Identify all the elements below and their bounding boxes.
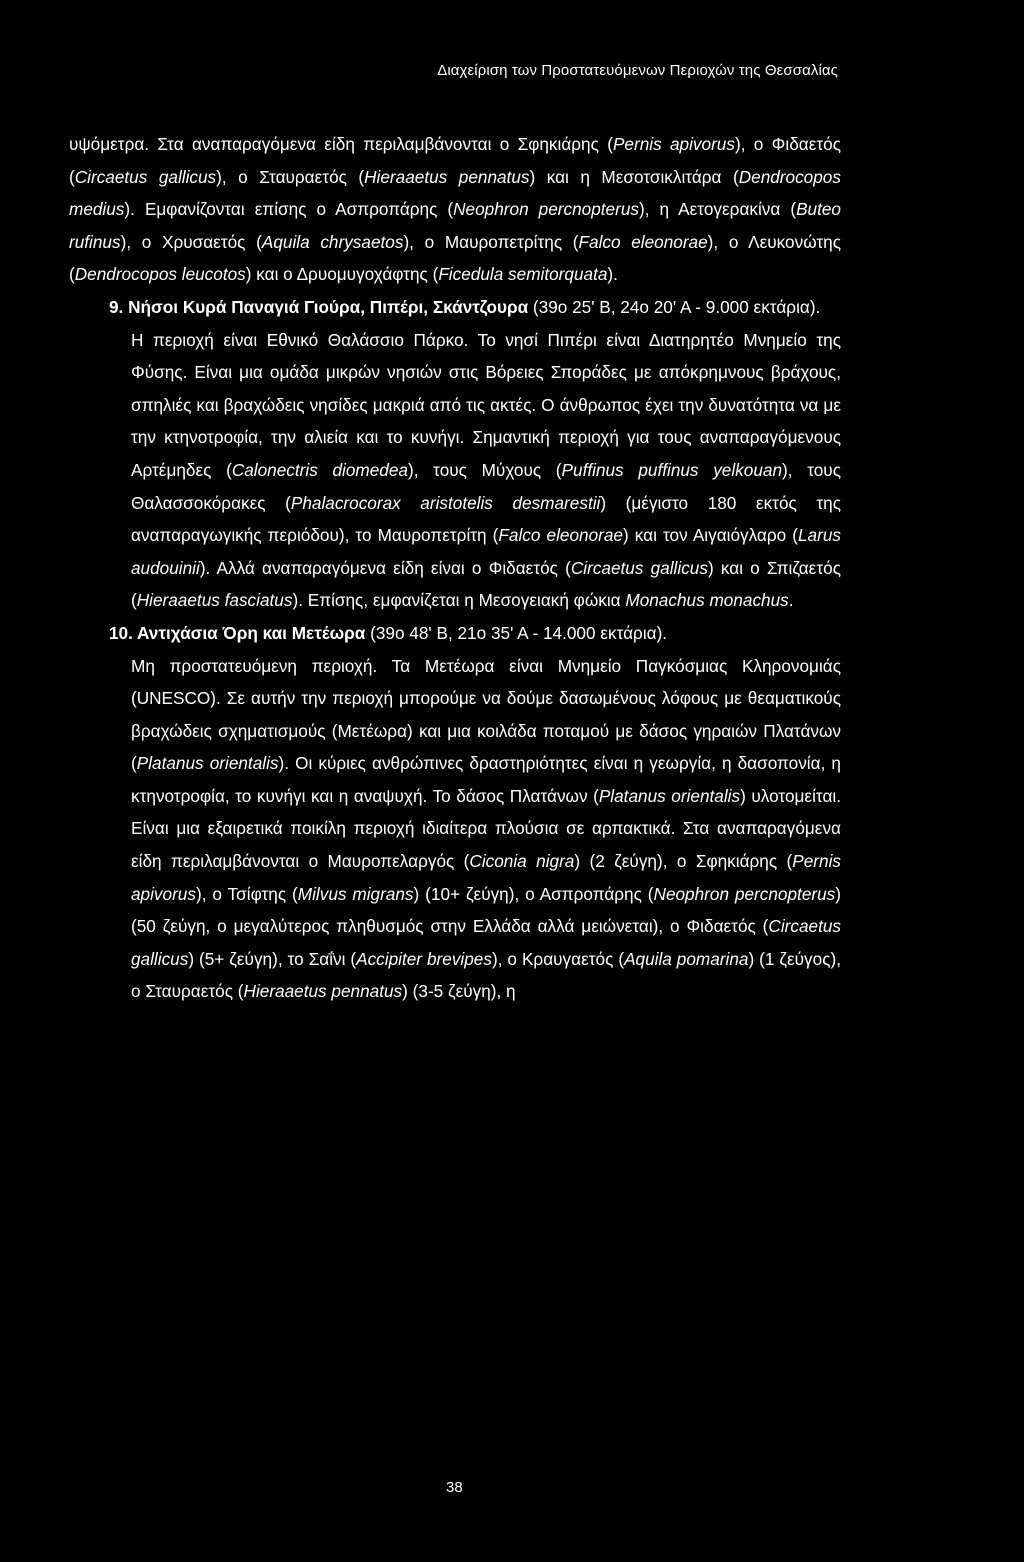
- species-name: Aquila chrysaetos: [261, 231, 404, 252]
- species-name: Hieraaetus fasciatus: [136, 590, 293, 611]
- species-name: Dendrocopos medius: [69, 166, 841, 220]
- species-name: Ficedula semitorquata: [438, 264, 608, 285]
- text-run: ) (3-5 ζεύγη), η: [402, 981, 516, 1002]
- text-run: .: [788, 590, 794, 611]
- section-10-heading: [69, 617, 841, 650]
- text-run: ) (50 ζεύγη, ο μεγαλύτερος πληθυσμός στην Ελλάδα αλλά μειώνεται), ο Φιδαετός (: [131, 883, 841, 937]
- text-run: ) και τον Αιγαιόγλαρο (: [622, 525, 798, 546]
- text-run: ) (μέγιστο 180 εκτός της αναπαραγωγικής περιόδου), το Μαυροπετρίτη (: [131, 492, 842, 546]
- section-title: 10. Αντιχάσια Όρη και Μετέωρα: [109, 622, 366, 643]
- text-run: ), ο Κραυγαετός (: [491, 948, 625, 969]
- running-header: Διαχείριση των Προστατευόμενων Περιοχών της Θεσσαλίας: [437, 62, 838, 79]
- species-name: Dendrocopos leucotos: [74, 264, 246, 285]
- section-10-body: [69, 650, 841, 1009]
- section-title: 9. Νήσοι Κυρά Παναγιά Γιούρα, Πιπέρι, Σκάντζουρα: [109, 296, 529, 317]
- species-name: Hieraaetus pennatus: [243, 981, 403, 1002]
- species-name: Falco eleonorae: [578, 231, 708, 252]
- text-run: (39ο 25' Β, 24ο 20' Α - 9.000 εκτάρια).: [528, 296, 821, 317]
- text-run: ) και η Μεσοτσικλιτάρα (: [529, 166, 739, 187]
- text-run: ), τους Μύχους (: [407, 459, 562, 480]
- text-run: υψόμετρα. Στα αναπαραγόμενα είδη περιλαμβάνονται ο Σφηκιάρης (: [69, 134, 613, 154]
- text-run: ). Επίσης, εμφανίζεται η Μεσογειακή φώκια: [292, 590, 626, 611]
- text-run: ), ο Τσίφτης (: [195, 883, 298, 904]
- species-name: Platanus orientalis: [598, 785, 741, 806]
- text-run: ) και ο Σπιζαετός (: [131, 557, 841, 611]
- species-name: Neophron percnopterus: [653, 883, 836, 904]
- species-name: Circaetus gallicus: [74, 166, 217, 187]
- body-text: [69, 128, 841, 1008]
- text-run: Μη προστατευόμενη περιοχή. Τα Μετέωρα είναι Μνημείο Παγκόσμιας Κληρονομιάς (UNESCO). Σε αυτήν την περιοχή μπορούμε να δούμε δασωμένους λόφους με θεαματικούς βραχώδεις σχηματισμούς (Μετέωρα) και μια κοιλάδα ποταμού με δάσος γηραιών Πλατάνων (: [131, 655, 841, 774]
- species-name: Buteo rufinus: [69, 199, 841, 252]
- species-name: Puffinus puffinus yelkouan: [561, 459, 783, 480]
- species-name: Larus audouinii: [131, 525, 841, 578]
- species-name: Circaetus gallicus: [131, 916, 841, 969]
- text-run: ). Οι κύριες ανθρώπινες δραστηριότητες είναι η γεωργία, η δασοπονία, η κτηνοτροφία, το κυνήγι και η αναψυχή. Το δάσος Πλατάνων (: [131, 753, 841, 806]
- text-run: ) (2 ζεύγη), ο Σφηκιάρης (: [574, 851, 793, 872]
- species-name: Ciconia nigra: [469, 851, 575, 872]
- section-9-body: [69, 324, 841, 617]
- species-name: Calonectris diomedea: [231, 459, 408, 480]
- species-name: Accipiter brevipes: [356, 948, 492, 969]
- text-run: ), ο Φιδαετός (: [69, 134, 842, 187]
- text-run: ), τους Θαλασσοκόρακες (: [131, 459, 841, 513]
- species-name: Circaetus gallicus: [570, 557, 708, 578]
- text-run: ). Αλλά αναπαραγόμενα είδη είναι ο Φιδαετός (: [199, 557, 571, 578]
- text-run: (39ο 48' Β, 21ο 35' Α - 14.000 εκτάρια).: [365, 622, 668, 643]
- species-name: Hieraaetus pennatus: [364, 166, 530, 187]
- text-run: Η περιοχή είναι Εθνικό Θαλάσσιο Πάρκο. Το νησί Πιπέρι είναι Διατηρητέο Μνημείο της Φύσης. Είναι μια ομάδα μικρών νησιών στις Βόρειες Σποράδες με απόκρημνους βράχους, σπηλιές και βραχώδεις νησίδες μακριά από τις ακτές. Ο άνθρωπος έχει την δυνατότητα να με την κτηνοτροφία, την αλιεία και το κυνήγι. Σημαντική περιοχή για τους αναπαραγόμενους Αρτέμηδες (: [131, 329, 841, 480]
- text-run: ), ο Λευκονώτης (: [69, 231, 842, 285]
- species-name: Neophron percnopterus: [453, 199, 639, 220]
- text-run: ), ο Σταυραετός (: [216, 166, 365, 187]
- species-name: Pernis apivorus: [131, 851, 841, 904]
- section-9-heading: [69, 291, 841, 324]
- text-run: ) (5+ ζεύγη), το Σαΐνι (: [188, 948, 357, 969]
- species-name: Milvus migrans: [297, 883, 414, 904]
- text-run: ) υλοτομείται. Είναι μια εξαιρετικά ποικίλη περιοχή ιδιαίτερα πλούσια σε αρπακτικά. Στα αναπαραγόμενα είδη περιλαμβάνονται ο Μαυροπελαργός (: [131, 785, 841, 872]
- text-run: ), ο Μαυροπετρίτης (: [403, 231, 579, 252]
- species-name: Platanus orientalis: [136, 753, 279, 774]
- text-run: ). Εμφανίζονται επίσης ο Ασπροπάρης (: [124, 199, 454, 220]
- text-run: ) και ο Δρυομυγοχάφτης (: [245, 264, 439, 285]
- text-run: ) (1 ζεύγος), ο Σταυραετός (: [131, 948, 841, 1002]
- species-name: Falco eleonorae: [498, 525, 623, 546]
- text-run: ), ο Χρυσαετός (: [120, 231, 262, 252]
- species-name: Aquila pomarina: [624, 948, 749, 969]
- species-name: Monachus monachus: [625, 590, 789, 611]
- paragraph-intro: [69, 128, 841, 291]
- text-run: ).: [607, 264, 618, 285]
- species-name: Phalacrocorax aristotelis desmarestii: [290, 492, 601, 513]
- text-run: ), η Αετογερακίνα (: [639, 199, 797, 220]
- text-run: ) (10+ ζεύγη), ο Ασπροπάρης (: [413, 883, 654, 904]
- species-name: Pernis apivorus: [612, 134, 735, 154]
- page-number: 38: [446, 1479, 463, 1496]
